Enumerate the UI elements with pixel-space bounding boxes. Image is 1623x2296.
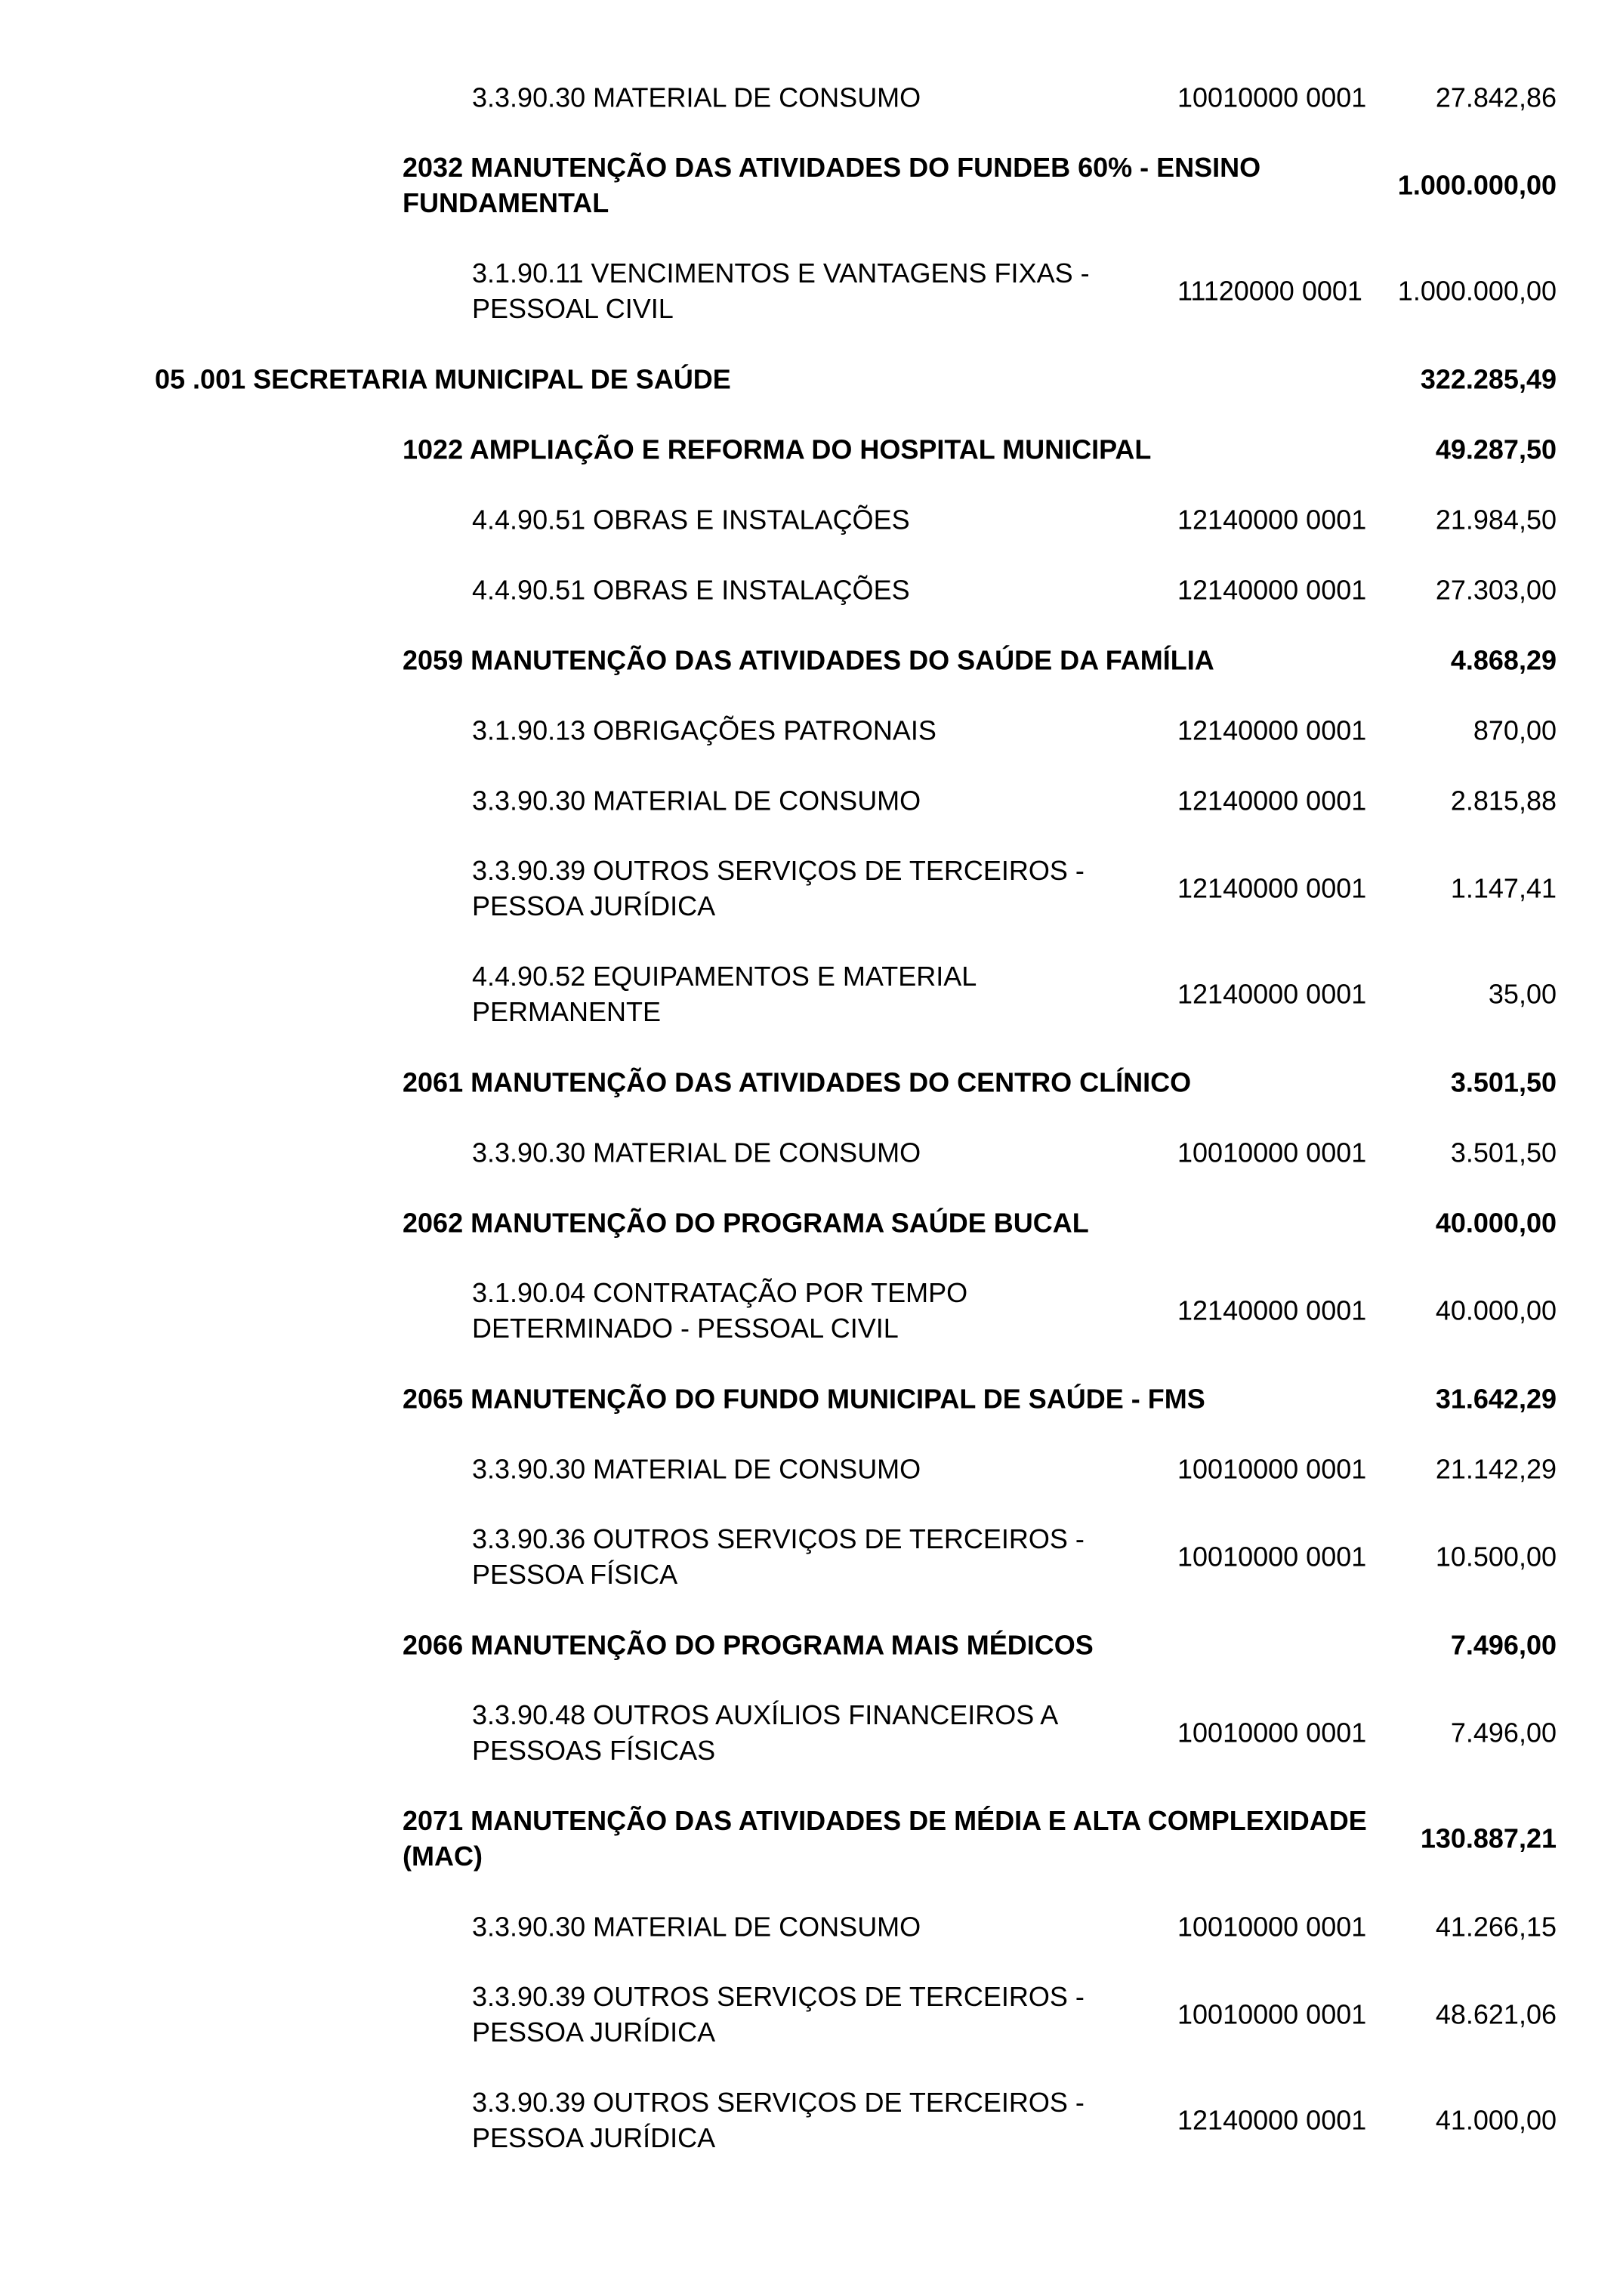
action-row xyxy=(0,132,1623,238)
action-label: 2062 MANUTENÇÃO DO PROGRAMA SAÚDE BUCAL xyxy=(403,1207,1089,1238)
expense-item-row xyxy=(0,765,1623,835)
expense-item-row xyxy=(0,238,1623,344)
funding-source-code: 12140000 0001 xyxy=(1177,785,1367,816)
funding-source-code: 10010000 0001 xyxy=(1177,82,1367,113)
expense-item-row xyxy=(0,695,1623,765)
expense-item-value: 48.621,06 xyxy=(1435,1998,1557,2030)
action-row xyxy=(0,625,1623,695)
expense-item-value: 40.000,00 xyxy=(1435,1295,1557,1326)
funding-source-code: 10010000 0001 xyxy=(1177,1541,1367,1572)
action-label: 2071 MANUTENÇÃO DAS ATIVIDADES DE MÉDIA E ALTA COMPLEXIDADE (MAC) xyxy=(403,1805,1367,1872)
action-row xyxy=(0,1047,1623,1117)
expense-item-value: 21.984,50 xyxy=(1435,504,1557,535)
expense-item-label: 3.3.90.48 OUTROS AUXÍLIOS FINANCEIROS A PESSOAS FÍSICAS xyxy=(472,1699,1057,1766)
expense-item-label: 4.4.90.52 EQUIPAMENTOS E MATERIAL PERMANENTE xyxy=(472,961,976,1027)
expense-item-label: 3.3.90.39 OUTROS SERVIÇOS DE TERCEIROS - PESSOA JURÍDICA xyxy=(472,2087,1085,2153)
funding-source-code: 11120000 0001 xyxy=(1177,275,1362,307)
action-label: 2066 MANUTENÇÃO DO PROGRAMA MAIS MÉDICOS xyxy=(403,1629,1094,1660)
expense-item-label: 3.3.90.30 MATERIAL DE CONSUMO xyxy=(472,785,921,816)
expense-item-row xyxy=(0,1433,1623,1504)
action-label: 1022 AMPLIAÇÃO E REFORMA DO HOSPITAL MUNICIPAL xyxy=(403,434,1152,464)
expense-item-value: 7.496,00 xyxy=(1450,1717,1557,1748)
action-label: 2032 MANUTENÇÃO DAS ATIVIDADES DO FUNDEB 60% - ENSINO FUNDAMENTAL xyxy=(403,152,1261,218)
expense-item-label: 3.1.90.13 OBRIGAÇÕES PATRONAIS xyxy=(472,714,936,745)
organ-row xyxy=(0,344,1623,414)
action-label: 2065 MANUTENÇÃO DO FUNDO MUNICIPAL DE SAÚDE - FMS xyxy=(403,1383,1205,1414)
expense-item-row xyxy=(0,1117,1623,1187)
expense-item-value: 27.303,00 xyxy=(1435,574,1557,605)
funding-source-code: 12140000 0001 xyxy=(1177,2104,1367,2136)
expense-item-value: 41.000,00 xyxy=(1435,2104,1557,2136)
action-total: 40.000,00 xyxy=(1435,1207,1557,1238)
expense-item-label: 3.3.90.39 OUTROS SERVIÇOS DE TERCEIROS - PESSOA JURÍDICA xyxy=(472,855,1085,921)
expense-item-value: 2.815,88 xyxy=(1450,785,1557,816)
expense-item-value: 21.142,29 xyxy=(1435,1453,1557,1484)
action-total: 49.287,50 xyxy=(1435,434,1557,464)
action-row xyxy=(0,1363,1623,1433)
expense-item-row xyxy=(0,484,1623,554)
expense-item-label: 4.4.90.51 OBRAS E INSTALAÇÕES xyxy=(472,504,910,535)
action-row xyxy=(0,414,1623,484)
expense-item-value: 870,00 xyxy=(1473,714,1557,745)
expense-item-label: 3.1.90.11 VENCIMENTOS E VANTAGENS FIXAS - PESSOAL CIVIL xyxy=(472,258,1090,324)
action-label: 2059 MANUTENÇÃO DAS ATIVIDADES DO SAÚDE DA FAMÍLIA xyxy=(403,644,1214,675)
funding-source-code: 10010000 0001 xyxy=(1177,1911,1367,1942)
expense-item-row xyxy=(0,1891,1623,1961)
funding-source-code: 10010000 0001 xyxy=(1177,1137,1367,1168)
expense-item-label: 3.3.90.36 OUTROS SERVIÇOS DE TERCEIROS - PESSOA FÍSICA xyxy=(472,1523,1085,1590)
expense-item-row xyxy=(0,1504,1623,1609)
organ-label: 05 .001 SECRETARIA MUNICIPAL DE SAÚDE xyxy=(155,363,731,394)
expense-item-value: 1.000.000,00 xyxy=(1397,275,1557,307)
expense-item-row xyxy=(0,941,1623,1047)
funding-source-code: 12140000 0001 xyxy=(1177,1295,1367,1326)
expense-item-row xyxy=(0,554,1623,625)
expense-item-value: 41.266,15 xyxy=(1435,1911,1557,1942)
funding-source-code: 10010000 0001 xyxy=(1177,1717,1367,1748)
expense-item-label: 3.3.90.39 OUTROS SERVIÇOS DE TERCEIROS - PESSOA JURÍDICA xyxy=(472,1981,1085,2048)
expense-item-row xyxy=(0,2067,1623,2173)
action-total: 7.496,00 xyxy=(1450,1629,1557,1660)
expense-item-label: 3.3.90.30 MATERIAL DE CONSUMO xyxy=(472,1137,921,1168)
action-total: 3.501,50 xyxy=(1450,1066,1557,1097)
expense-item-row xyxy=(0,1258,1623,1363)
action-row xyxy=(0,1609,1623,1680)
action-row xyxy=(0,1187,1623,1258)
funding-source-code: 10010000 0001 xyxy=(1177,1998,1367,2030)
expense-item-label: 3.3.90.30 MATERIAL DE CONSUMO xyxy=(472,1453,921,1484)
funding-source-code: 12140000 0001 xyxy=(1177,714,1367,745)
expense-item-label: 3.1.90.04 CONTRATAÇÃO POR TEMPO DETERMINADO - PESSOAL CIVIL xyxy=(472,1277,968,1344)
action-total: 130.887,21 xyxy=(1420,1822,1557,1854)
expense-item-value: 10.500,00 xyxy=(1435,1541,1557,1572)
funding-source-code: 12140000 0001 xyxy=(1177,978,1367,1010)
action-row xyxy=(0,1785,1623,1891)
expense-item-label: 4.4.90.51 OBRAS E INSTALAÇÕES xyxy=(472,574,910,605)
expense-item-row xyxy=(0,835,1623,941)
expense-item-value: 35,00 xyxy=(1488,978,1557,1010)
funding-source-code: 12140000 0001 xyxy=(1177,504,1367,535)
funding-source-code: 12140000 0001 xyxy=(1177,574,1367,605)
funding-source-code: 10010000 0001 xyxy=(1177,1453,1367,1484)
action-total: 1.000.000,00 xyxy=(1397,169,1557,201)
expense-item-label: 3.3.90.30 MATERIAL DE CONSUMO xyxy=(472,82,921,113)
action-label: 2061 MANUTENÇÃO DAS ATIVIDADES DO CENTRO CLÍNICO xyxy=(403,1066,1192,1097)
expense-item-row xyxy=(0,1680,1623,1785)
expense-item-value: 1.147,41 xyxy=(1450,872,1557,904)
expense-item-row xyxy=(0,1961,1623,2067)
action-total: 31.642,29 xyxy=(1435,1383,1557,1414)
expense-item-value: 3.501,50 xyxy=(1450,1137,1557,1168)
expense-item-row xyxy=(0,62,1623,132)
organ-total: 322.285,49 xyxy=(1420,363,1557,394)
funding-source-code: 12140000 0001 xyxy=(1177,872,1367,904)
expense-item-label: 3.3.90.30 MATERIAL DE CONSUMO xyxy=(472,1911,921,1942)
action-total: 4.868,29 xyxy=(1450,644,1557,675)
expense-item-value: 27.842,86 xyxy=(1435,82,1557,113)
